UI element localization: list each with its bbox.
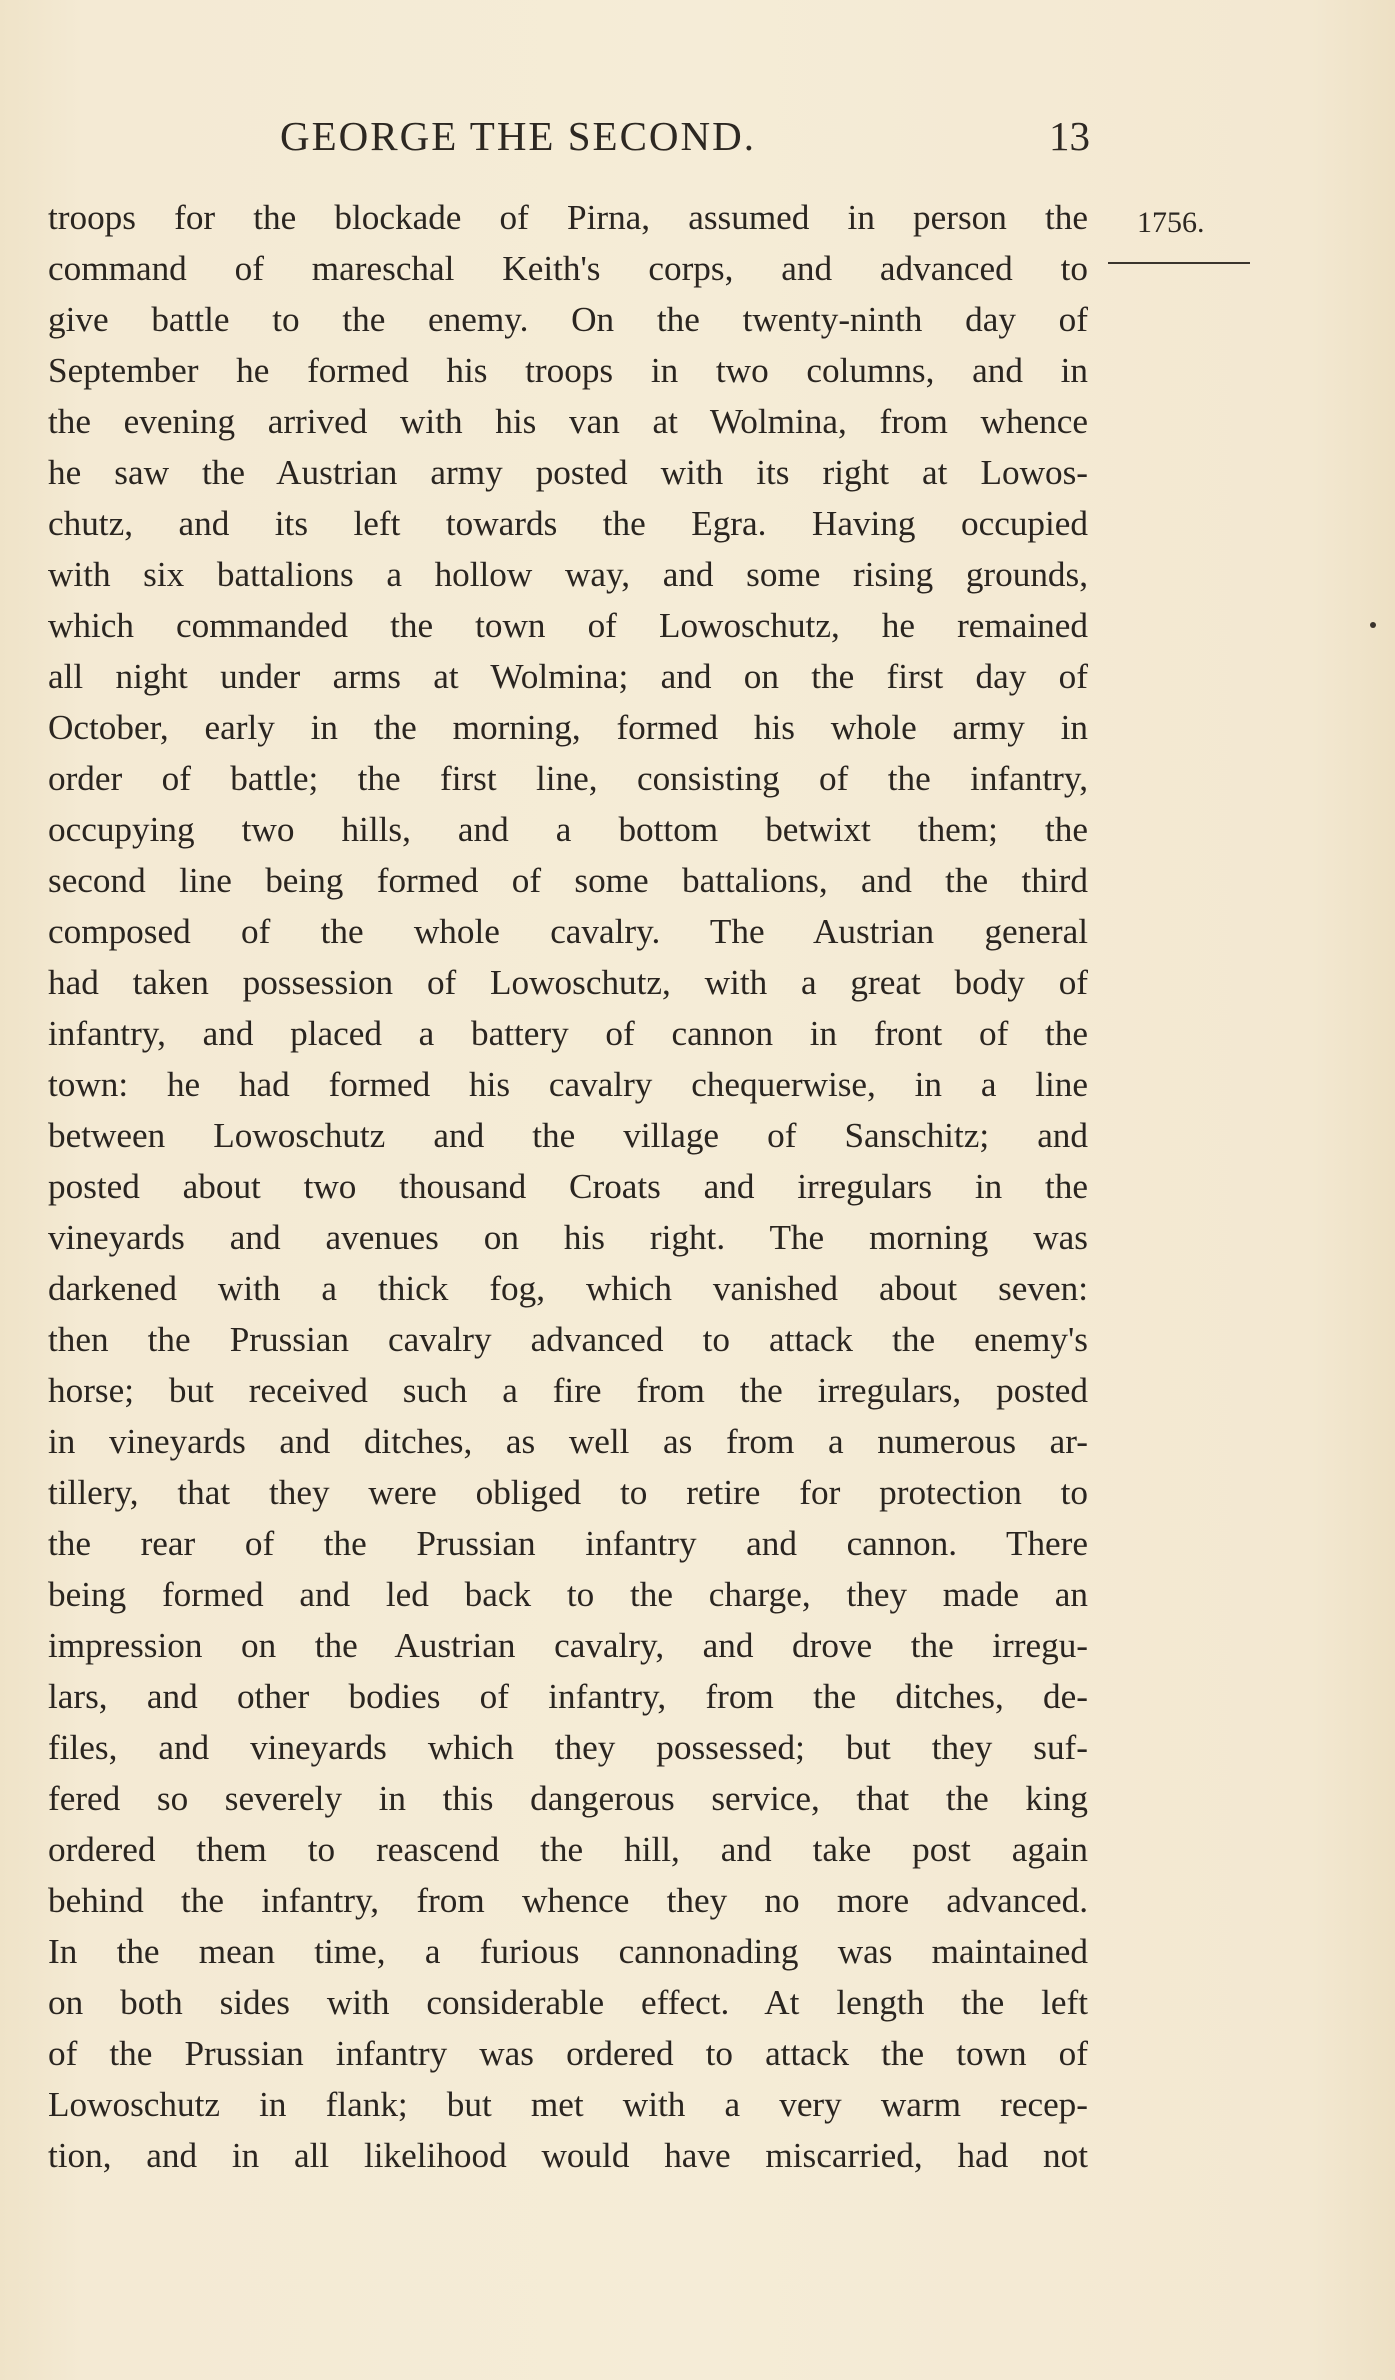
text-line: troops for the blockade of Pirna, assumed in person the xyxy=(48,198,1088,237)
text-line: between Lowoschutz and the village of Sanschitz; and xyxy=(48,1116,1088,1155)
text-line: had taken possession of Lowoschutz, with a great body of xyxy=(48,963,1088,1002)
text-line: In the mean time, a furious cannonading was maintained xyxy=(48,1932,1088,1971)
page-number: 13 xyxy=(1049,113,1090,159)
text-line: composed of the whole cavalry. The Austrian general xyxy=(48,912,1088,951)
text-line: the evening arrived with his van at Wolmina, from whence xyxy=(48,402,1088,441)
text-line: which commanded the town of Lowoschutz, he remained xyxy=(48,606,1088,645)
body-text xyxy=(48,192,1088,2181)
text-line: October, early in the morning, formed his whole army in xyxy=(48,708,1088,747)
text-line: the rear of the Prussian infantry and cannon. There xyxy=(48,1524,1088,1563)
text-line: September he formed his troops in two columns, and in xyxy=(48,351,1088,390)
text-line: he saw the Austrian army posted with its right at Lowos- xyxy=(48,453,1088,492)
text-line: fered so severely in this dangerous service, that the king xyxy=(48,1779,1088,1818)
text-line: darkened with a thick fog, which vanished about seven: xyxy=(48,1269,1088,1308)
text-line: impression on the Austrian cavalry, and drove the irregu- xyxy=(48,1626,1088,1665)
text-line: chutz, and its left towards the Egra. Having occupied xyxy=(48,504,1088,543)
text-line: Lowoschutz in flank; but met with a very warm recep- xyxy=(48,2085,1088,2124)
margin-year: 1756. xyxy=(1137,206,1205,239)
text-line: being formed and led back to the charge, they made an xyxy=(48,1575,1088,1614)
text-line: of the Prussian infantry was ordered to attack the town of xyxy=(48,2034,1088,2073)
ink-speck xyxy=(1370,622,1376,628)
text-line: with six battalions a hollow way, and some rising grounds, xyxy=(48,555,1088,594)
text-line: order of battle; the first line, consisting of the infantry, xyxy=(48,759,1088,798)
text-line: files, and vineyards which they possessed; but they suf- xyxy=(48,1728,1088,1767)
text-line: occupying two hills, and a bottom betwixt them; the xyxy=(48,810,1088,849)
text-line: command of mareschal Keith's corps, and advanced to xyxy=(48,249,1088,288)
text-line: tillery, that they were obliged to retire for protection to xyxy=(48,1473,1088,1512)
text-line: vineyards and avenues on his right. The morning was xyxy=(48,1218,1088,1257)
running-head: GEORGE THE SECOND. xyxy=(280,113,756,159)
text-line: horse; but received such a fire from the irregulars, posted xyxy=(48,1371,1088,1410)
text-line: all night under arms at Wolmina; and on the first day of xyxy=(48,657,1088,696)
text-line: tion, and in all likelihood would have miscarried, had not xyxy=(48,2136,1088,2175)
text-line: in vineyards and ditches, as well as from a numerous ar- xyxy=(48,1422,1088,1461)
text-line: posted about two thousand Croats and irregulars in the xyxy=(48,1167,1088,1206)
text-line: on both sides with considerable effect. At length the left xyxy=(48,1983,1088,2022)
text-line: second line being formed of some battalions, and the third xyxy=(48,861,1088,900)
text-line: give battle to the enemy. On the twenty-ninth day of xyxy=(48,300,1088,339)
text-line: lars, and other bodies of infantry, from the ditches, de- xyxy=(48,1677,1088,1716)
margin-rule xyxy=(1108,262,1250,264)
text-line: town: he had formed his cavalry chequerwise, in a line xyxy=(48,1065,1088,1104)
text-line: ordered them to reascend the hill, and take post again xyxy=(48,1830,1088,1869)
text-line: infantry, and placed a battery of cannon in front of the xyxy=(48,1014,1088,1053)
text-line: behind the infantry, from whence they no more advanced. xyxy=(48,1881,1088,1920)
text-line: then the Prussian cavalry advanced to attack the enemy's xyxy=(48,1320,1088,1359)
